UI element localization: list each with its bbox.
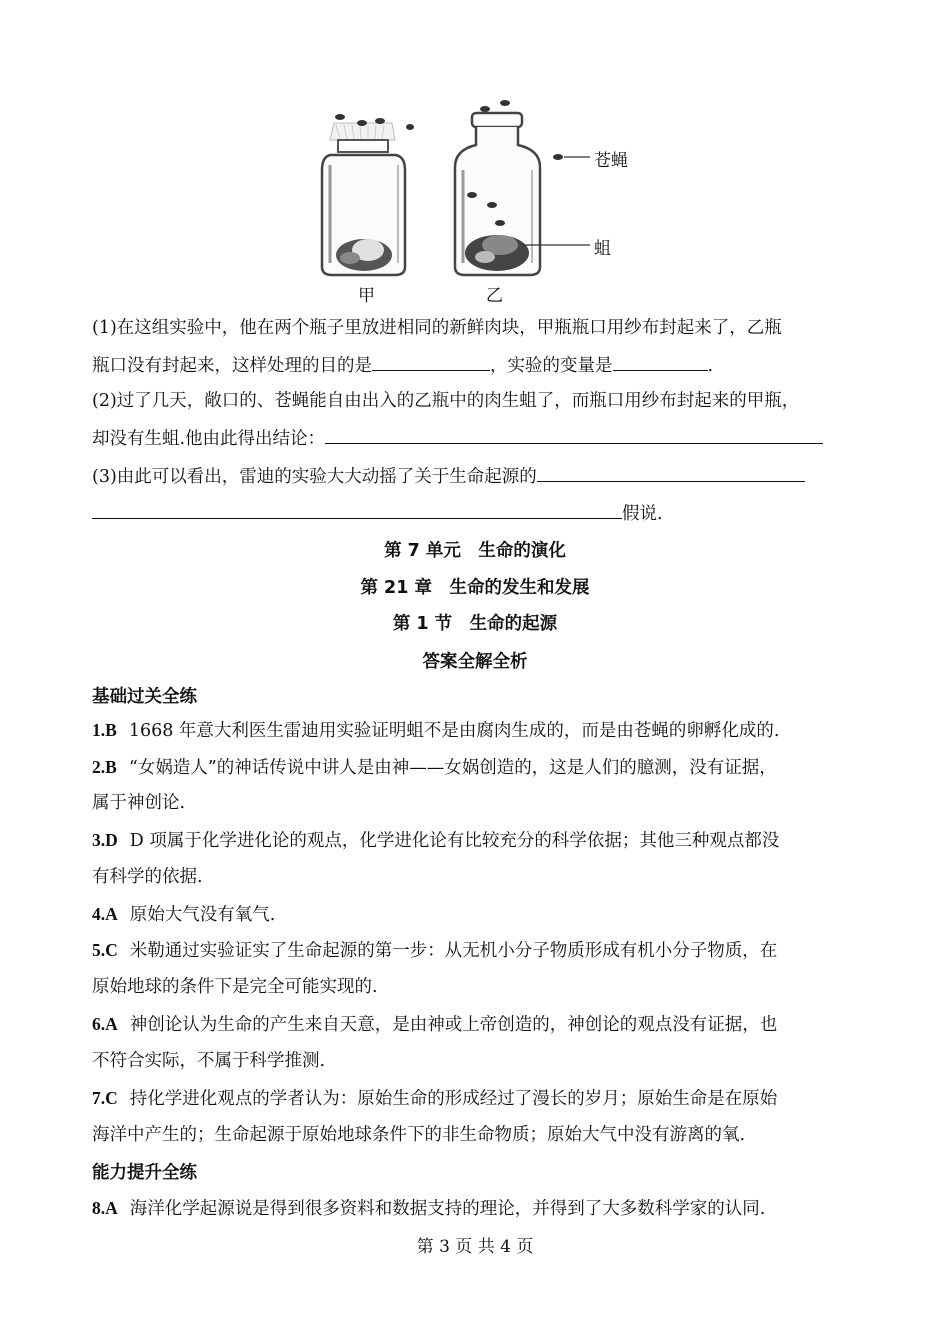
- advanced-subhead: 能力提升全练: [92, 1163, 197, 1183]
- answer-3: [92, 828, 779, 853]
- question-3-text-end: 假说.: [622, 504, 663, 524]
- question-1-line-2: [92, 352, 713, 378]
- answer-1-number: 1.B: [92, 720, 117, 740]
- answer-8-number: 8.A: [92, 1198, 118, 1218]
- answer-blank-variable: [613, 352, 708, 371]
- answer-7: [92, 1086, 777, 1111]
- question-1-text-c: .: [707, 356, 714, 376]
- question-1-line-1: (1)在这组实验中，他在两个瓶子里放进相同的新鲜肉块，甲瓶瓶口用纱布封起来了，乙瓶: [92, 318, 782, 338]
- unit-heading: 第 7 单元 生命的演化: [384, 541, 566, 561]
- answer-2: [92, 755, 777, 780]
- answer-3-cont: 有科学的依据.: [92, 867, 203, 887]
- question-3-text: (3)由此可以看出，雷迪的实验大大动摇了关于生命起源的: [92, 467, 537, 487]
- question-2-line-2: [92, 425, 823, 451]
- answer-3-text: D 项属于化学进化论的观点，化学进化论有比较充分的科学依据；其他三种观点都没: [129, 831, 780, 851]
- answer-5-number: 5.C: [92, 940, 118, 960]
- page-footer: 第 3 页 共 4 页: [416, 1237, 534, 1257]
- answer-2-text: “女娲造人”的神话传说中讲人是由神——女娲创造的，这是人们的臆测，没有证据，: [128, 758, 777, 778]
- chapter-heading: 第 21 章 生命的发生和发展: [360, 578, 590, 598]
- answer-4: [92, 902, 275, 927]
- answer-7-number: 7.C: [92, 1088, 118, 1108]
- fly-label: 苍蝇: [594, 151, 628, 171]
- answer-6-number: 6.A: [92, 1014, 118, 1034]
- answer-3-number: 3.D: [92, 830, 118, 850]
- question-2-text: 却没有生蛆.他由此得出结论：: [92, 429, 326, 449]
- answers-heading: 答案全解全析: [422, 652, 528, 672]
- answer-blank-hypothesis-b: [92, 500, 622, 519]
- jar-jia: [322, 140, 405, 275]
- answer-6: [92, 1012, 777, 1037]
- question-3-line-1: [92, 463, 805, 489]
- answer-1: [92, 718, 779, 743]
- answer-5-cont: 原始地球的条件下是完全可能实现的.: [92, 977, 378, 997]
- answer-2-cont: 属于神创论.: [92, 793, 186, 813]
- question-3-line-2: [92, 500, 663, 526]
- answer-1-text: 1668 年意大利医生雷迪用实验证明蛆不是由腐肉生成的，而是由苍蝇的卵孵化成的.: [128, 721, 780, 741]
- question-1-text-b: ，实验的变量是: [490, 356, 613, 376]
- answer-6-cont: 不符合实际，不属于科学推测.: [92, 1051, 326, 1071]
- jar-yi-label: 乙: [486, 286, 503, 306]
- experiment-figure: [300, 95, 660, 305]
- answer-4-text: 原始大气没有氧气.: [129, 905, 276, 925]
- answer-5: [92, 938, 777, 963]
- answer-8-text: 海洋化学起源说是得到很多资料和数据支持的理论，并得到了大多数科学家的认同.: [129, 1199, 766, 1219]
- answer-4-number: 4.A: [92, 904, 118, 924]
- maggot-label: 蛆: [594, 239, 611, 259]
- answer-7-text: 持化学进化观点的学者认为：原始生命的形成经过了漫长的岁月；原始生命是在原始: [129, 1089, 778, 1109]
- answer-8: [92, 1196, 765, 1221]
- answer-blank-hypothesis-a: [537, 463, 805, 482]
- answer-blank-purpose: [372, 352, 490, 371]
- question-1-text-a: 瓶口没有封起来，这样处理的目的是: [92, 356, 372, 376]
- jars-illustration: [300, 95, 660, 305]
- answer-7-cont: 海洋中产生的；生命起源于原始地球条件下的非生命物质；原始大气中没有游离的氧.: [92, 1125, 746, 1145]
- answer-5-text: 米勒通过实验证实了生命起源的第一步：从无机小分子物质形成有机小分子物质，在: [129, 941, 778, 961]
- section-heading: 第 1 节 生命的起源: [392, 614, 558, 634]
- answer-blank-conclusion: [325, 425, 823, 444]
- answer-6-text: 神创论认为生命的产生来自天意，是由神或上帝创造的，神创论的观点没有证据，也: [129, 1015, 778, 1035]
- basic-subhead: 基础过关全练: [92, 687, 197, 707]
- jar-jia-label: 甲: [358, 286, 375, 306]
- answer-2-number: 2.B: [92, 757, 117, 777]
- question-2-line-1: (2)过了几天，敞口的、苍蝇能自由出入的乙瓶中的肉生蛆了，而瓶口用纱布封起来的甲瓶，: [92, 391, 800, 411]
